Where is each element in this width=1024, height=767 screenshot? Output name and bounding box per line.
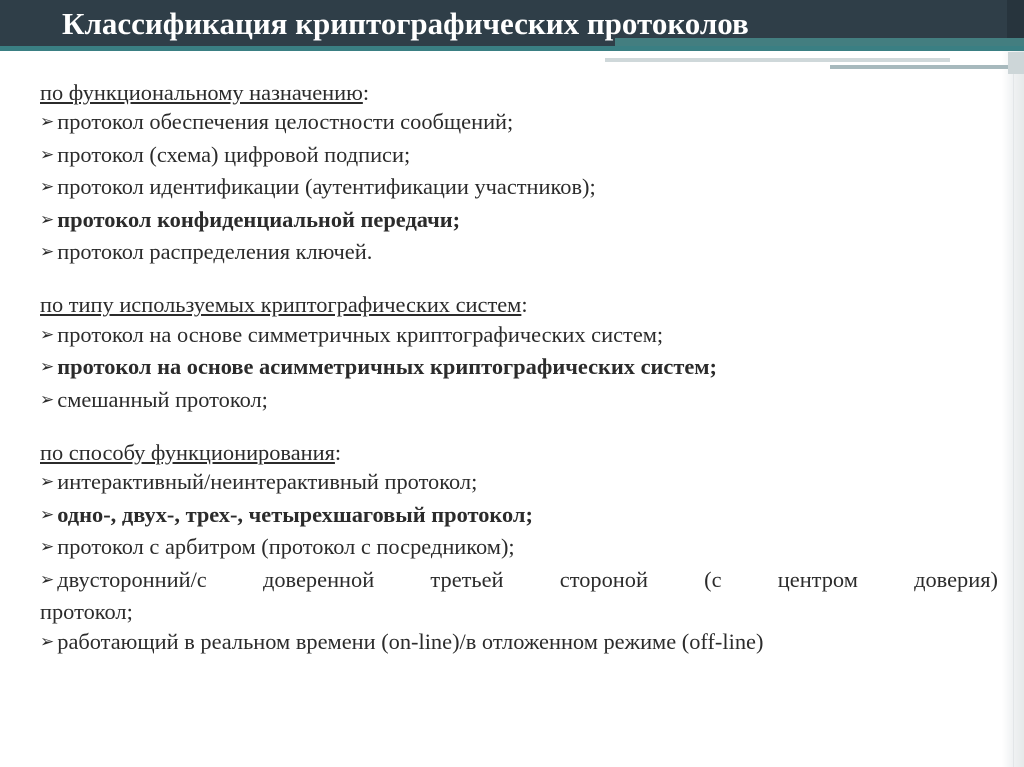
list-item	[40, 140, 998, 172]
list-item	[40, 627, 998, 659]
classification-group	[40, 290, 998, 417]
list-item	[40, 172, 998, 204]
list-item-text: одно-, двух-, трех-, четырехшаговый протокол;	[57, 501, 533, 527]
list-item	[40, 107, 998, 139]
arrow-bullet-icon: ➢	[40, 472, 55, 493]
accent-block	[1008, 52, 1024, 74]
list-item-text: протокол распределения ключей.	[57, 239, 373, 265]
list-item-text: протокол идентификации (аутентификации участников);	[57, 174, 596, 200]
list-item	[40, 467, 998, 499]
arrow-bullet-icon: ➢	[40, 504, 55, 525]
list-item	[40, 385, 998, 417]
right-edge-line	[1013, 70, 1014, 767]
classification-group	[40, 438, 998, 659]
list-item	[40, 532, 998, 564]
arrow-bullet-icon: ➢	[40, 324, 55, 345]
slide-title: Классификация криптографических протоколов	[62, 6, 749, 41]
list-item	[40, 565, 998, 597]
list-item-text: двусторонний/с доверенной третьей стороной (с центром доверия)	[57, 566, 998, 592]
list-item-text: смешанный протокол;	[57, 386, 268, 412]
teal-band	[0, 46, 1024, 51]
list-item-text: работающий в реальном времени (on-line)/в отложенном режиме (off-line)	[57, 628, 764, 654]
group-heading-text: по способу функционирования	[40, 440, 335, 466]
arrow-bullet-icon: ➢	[40, 569, 55, 590]
list-item	[40, 237, 998, 269]
group-heading-text: по типу используемых криптографических систем	[40, 292, 522, 318]
list-item-text: протокол (схема) цифровой подписи;	[57, 141, 411, 167]
list-item-text: протокол конфиденциальной передачи;	[57, 206, 461, 232]
list-item-text: протокол обеспечения целостности сообщений;	[57, 109, 514, 135]
list-item	[40, 320, 998, 352]
list-item	[40, 500, 998, 532]
group-heading	[40, 290, 998, 319]
group-heading-text: по функциональному назначению	[40, 80, 363, 105]
list-item	[40, 205, 998, 237]
arrow-bullet-icon: ➢	[40, 177, 55, 198]
list-item	[40, 352, 998, 384]
group-heading	[40, 438, 998, 467]
group-heading-colon: :	[334, 440, 342, 466]
arrow-bullet-icon: ➢	[40, 112, 55, 133]
list-item-text: протокол с арбитром (протокол с посредником);	[57, 534, 515, 560]
accent-line	[605, 58, 950, 62]
group-heading-colon: :	[362, 80, 370, 105]
arrow-bullet-icon: ➢	[40, 537, 55, 558]
list-item-text: интерактивный/неинтерактивный протокол;	[57, 469, 478, 495]
classification-group	[40, 78, 998, 269]
list-item-text: протокол на основе асимметричных криптографических систем;	[57, 354, 718, 380]
arrow-bullet-icon: ➢	[40, 144, 55, 165]
list-item-continuation: протокол;	[40, 599, 133, 625]
accent-line	[830, 65, 1010, 69]
arrow-bullet-icon: ➢	[40, 357, 55, 378]
list-item-text: протокол на основе симметричных криптографических систем;	[57, 321, 664, 347]
arrow-bullet-icon: ➢	[40, 631, 55, 652]
arrow-bullet-icon: ➢	[40, 242, 55, 263]
group-heading-colon: :	[521, 292, 528, 318]
arrow-bullet-icon: ➢	[40, 389, 55, 410]
arrow-bullet-icon: ➢	[40, 209, 55, 230]
slide-content	[40, 78, 998, 659]
group-heading	[40, 78, 998, 107]
